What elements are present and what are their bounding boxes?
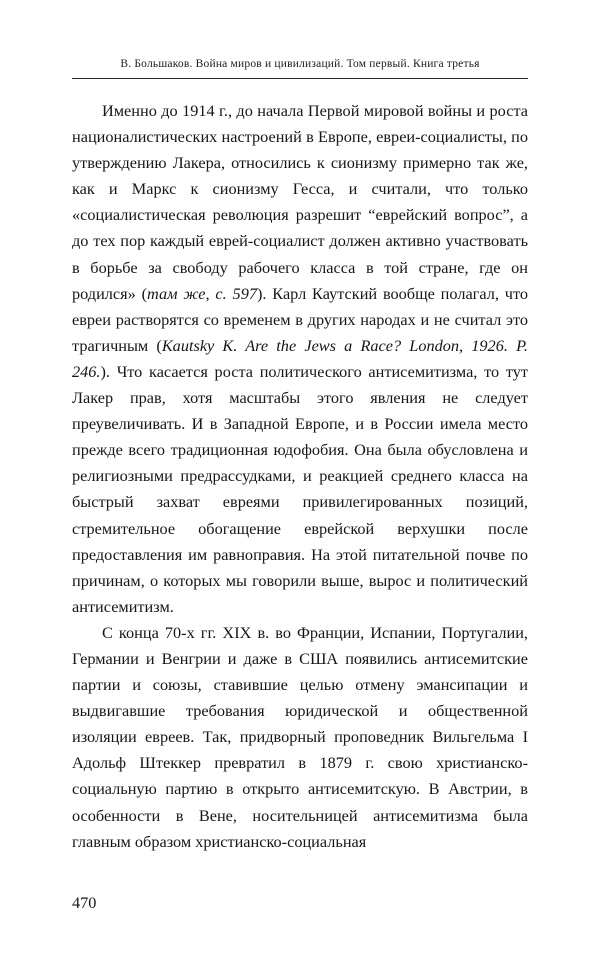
text-run: С конца 70-х гг. XIX в. во Франции, Испании, Португалии, Германии и Венгрии и даже в США появились антисемитские партии и союзы, ставившие целью отмену эмансипации и выдвигавшие требования юридической и общественной изоляции евреев. Так, придворный проповедник Вильгельма I Адольф Штеккер превратил в 1879 г. свою христианско-социальную партию в открыто антисемитскую. В Австрии, в особенности в Вене, носительницей антисемитизма была главным образом христианско-социальная bbox=[72, 622, 528, 851]
text-run: ). Что касается роста политического антисемитизма, то тут Лакер прав, хотя масштабы этого явления не следует преувеличивать. И в Западной Европе, и в России имела место прежде всего традиционная юдофобия. Она была обусловлена и религиозными предрассудками, и реакцией среднего класса на быстрый захват евреями привилегированных позиций, стремительное обогащение еврейской верхушки после предоставления им равноправия. На этой питательной почве по причинам, о которых мы говорили выше, вырос и политический антисемитизм. bbox=[72, 361, 528, 616]
text-run: ). Карл Каутский вообще полагал, что евреи растворятся со временем в других народах и не считал это трагичным ( bbox=[72, 283, 528, 355]
citation-italic: Kautsky K. Are the Jews a Race? London, 1926. P. 246. bbox=[72, 335, 528, 381]
running-head: В. Большаков. Война миров и цивилизаций. Том первый. Книга третья bbox=[120, 58, 480, 70]
page-number: 470 bbox=[72, 893, 97, 912]
paragraph bbox=[72, 620, 528, 855]
citation-italic: там же, с. 597 bbox=[147, 283, 257, 303]
paragraph bbox=[72, 98, 528, 620]
text-run: Именно до 1914 г., до начала Первой мировой войны и роста националистических настроений в Европе, евреи-социалисты, по утверждению Лакера, относились к сионизму примерно так же, как и Маркс к сионизму Гесса, и считали, что только «социалистическая революция разрешит “еврейский вопрос”, а до тех пор каждый еврей-социалист должен активно участвовать в борьбе за свободу рабочего класса в той стране, где он родился» ( bbox=[72, 101, 528, 303]
header-divider bbox=[72, 78, 528, 79]
page-body bbox=[72, 98, 528, 855]
